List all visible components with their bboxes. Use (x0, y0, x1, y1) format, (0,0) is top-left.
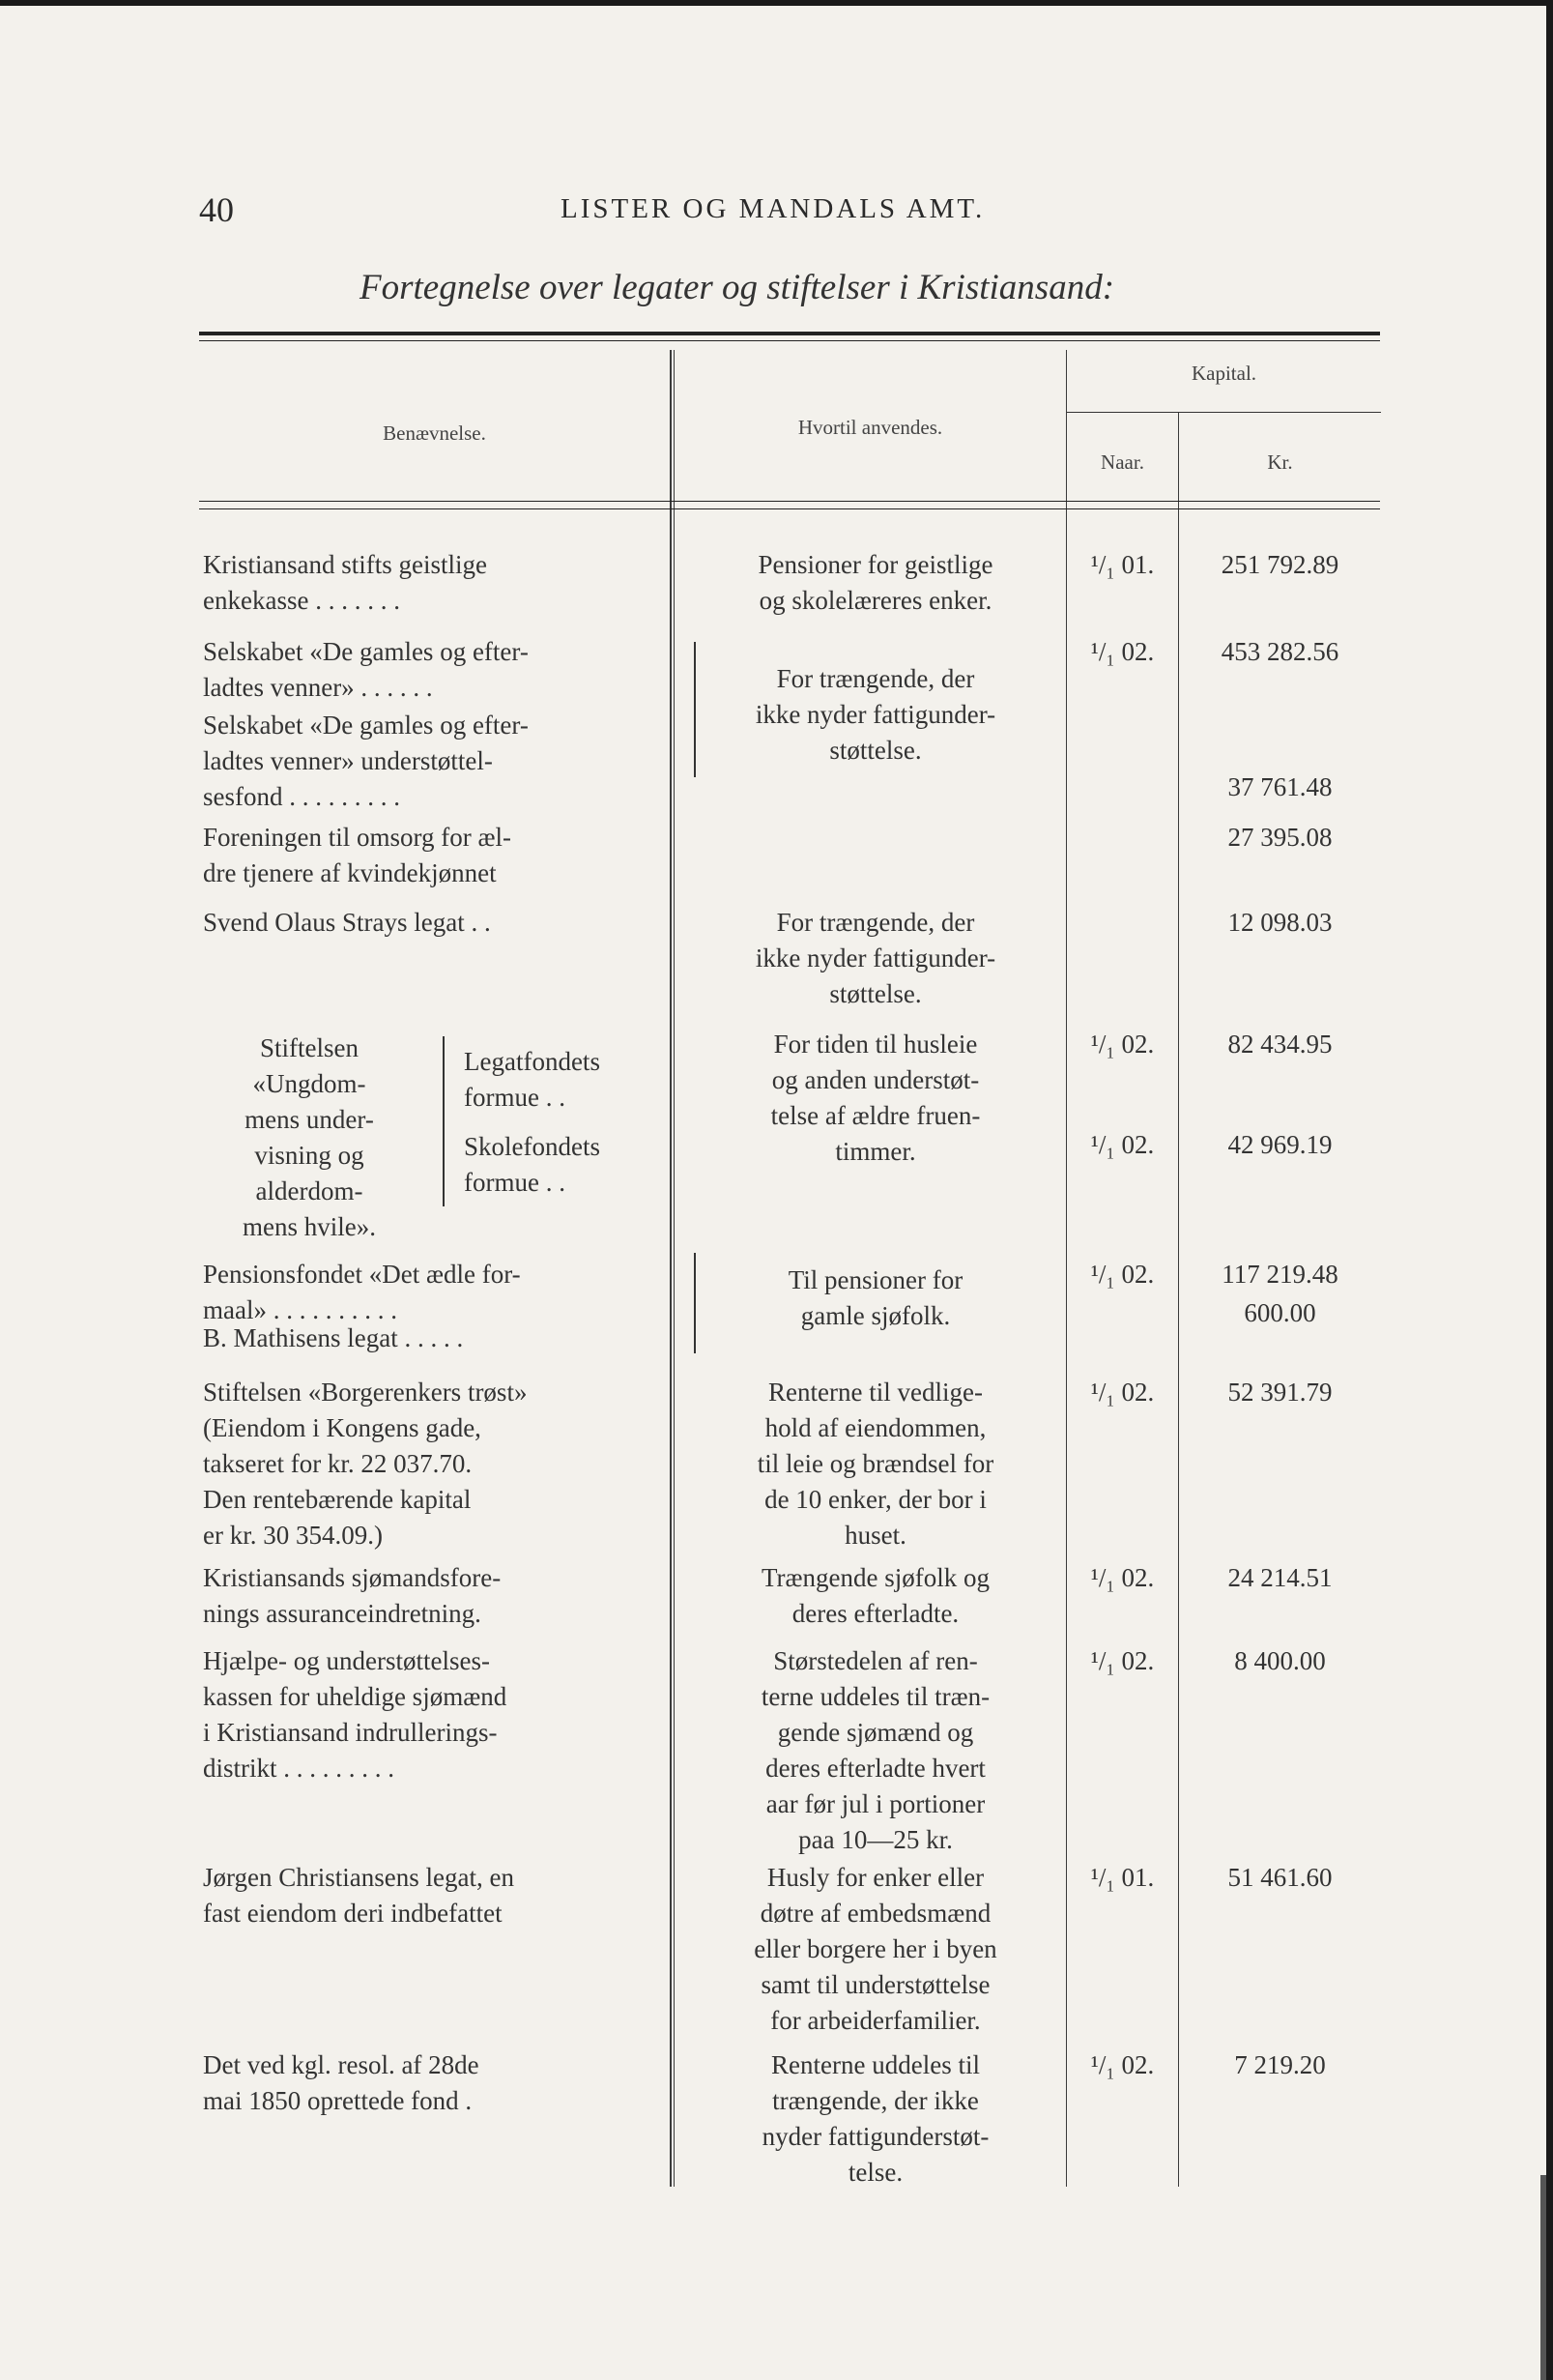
row-use-line: ikke nyder fattigunder- (755, 943, 996, 972)
header-rule-1 (199, 501, 1380, 502)
row-name-line: maal» . . . . . . . . . . (203, 1295, 397, 1324)
group-ungdom-sub2 (464, 1129, 667, 1201)
group-brace-sjofolk (688, 1253, 696, 1353)
row-when: ¹/₁ 02. (1090, 1260, 1155, 1289)
group-ungdom-use-line: For tiden til husleie (773, 1030, 978, 1059)
row-use-line: For trængende, der (776, 908, 975, 937)
group-brace-fattig (688, 642, 696, 777)
row-use-line: Pensioner for geistlige (758, 550, 993, 579)
title-rule-thin (199, 340, 1380, 341)
row-name-line: Jørgen Christiansens legat, en (203, 1863, 514, 1892)
row-kr: 8 400.00 (1234, 1646, 1326, 1675)
group-ungdom-use-line: telse af ældre fruen- (770, 1101, 981, 1130)
row-use-line: eller borgere her i byen (754, 1934, 997, 1963)
row-name-line: er kr. 30 354.09.) (203, 1521, 383, 1550)
scan-right-border (1546, 0, 1553, 2380)
row-kr: 117 219.48 (1222, 1260, 1338, 1289)
row-use (702, 905, 1050, 1012)
row-use-line: og skolelæreres enker. (759, 586, 992, 615)
header-name: Benævnelse. (383, 421, 486, 445)
row-name-line: Det ved kgl. resol. af 28de (203, 2050, 479, 2079)
row-use (702, 547, 1050, 619)
row-name (203, 1560, 657, 1632)
row-name-line: kassen for uheldige sjømænd (203, 1682, 507, 1711)
row-when: ¹/₁ 02. (1090, 1646, 1155, 1675)
row-kr: 51 461.60 (1227, 1863, 1333, 1892)
row-kr: 24 214.51 (1227, 1563, 1333, 1592)
running-head: LISTER OG MANDALS AMT. (561, 193, 986, 224)
row-name (203, 547, 657, 619)
header-use: Hvortil anvendes. (797, 416, 943, 439)
row-name-line: Selskabet «De gamles og efter- (203, 711, 529, 740)
row-name-line: Kristiansand stifts geistlige (203, 550, 487, 579)
row-use (702, 1560, 1050, 1632)
row-name-line: ladtes venner» understøttel- (203, 746, 493, 775)
group-ungdom-sub1-line: Legatfondets (464, 1047, 600, 1076)
row-name (203, 1321, 657, 1356)
row-name-line: Selskabet «De gamles og efter- (203, 637, 529, 666)
column-divider-name (670, 350, 672, 2187)
row-kr: 37 761.48 (1227, 772, 1333, 801)
group-ungdom-kr1: 82 434.95 (1227, 1030, 1333, 1059)
scan-top-border (0, 0, 1553, 6)
row-use-line: Renterne uddeles til (771, 2050, 980, 2079)
column-divider-name-2 (674, 350, 675, 2187)
group-brace-ungdom (433, 1036, 445, 1206)
row-name-line: Kristiansands sjømandsfore- (203, 1563, 502, 1592)
group-sjofolk-use (702, 1263, 1050, 1334)
row-when: ¹/₁ 02. (1090, 1378, 1155, 1407)
row-use-line: gende sjømænd og (777, 1718, 974, 1747)
page-number: 40 (199, 190, 234, 229)
row-name (203, 905, 657, 941)
group-ungdom-when2: ¹/₁ 02. (1090, 1130, 1155, 1159)
row-use-line: støttelse. (829, 979, 922, 1008)
row-use-line: huset. (845, 1521, 906, 1550)
capital-subheader-rule (1067, 412, 1381, 413)
row-name-line: mai 1850 oprettede fond . (203, 2086, 473, 2115)
row-when: ¹/₁ 01. (1090, 550, 1155, 579)
row-name (203, 634, 657, 706)
row-name (203, 1257, 657, 1328)
header-kr: Kr. (1267, 450, 1293, 474)
row-name-line: sesfond . . . . . . . . . (203, 782, 400, 811)
row-name-line: fast eiendom deri indbefattet (203, 1899, 503, 1928)
row-use-line: Trængende sjøfolk og (761, 1563, 990, 1592)
row-use-line: Størstedelen af ren- (773, 1646, 978, 1675)
group-ungdom-name-line: mens under- (244, 1105, 374, 1134)
group-ungdom-sub1 (464, 1044, 667, 1116)
row-use-line: terne uddeles til træn- (761, 1682, 991, 1711)
row-use-line: deres efterladte hvert (765, 1754, 986, 1783)
row-use-line: samt til understøttelse (761, 1970, 991, 1999)
row-name-line: Pensionsfondet «Det ædle for- (203, 1260, 521, 1289)
row-name-line: i Kristiansand indrullerings- (203, 1718, 498, 1747)
row-use-line: for arbeiderfamilier. (770, 2006, 981, 2035)
row-use-line: paa 10—25 kr. (798, 1825, 953, 1854)
row-name (203, 1643, 657, 1786)
row-use-line: hold af eiendommen, (764, 1413, 987, 1442)
row-use (702, 1643, 1050, 1858)
row-use-line: nyder fattigunderstøt- (762, 2122, 990, 2151)
group-ungdom-when1: ¹/₁ 02. (1090, 1030, 1155, 1059)
row-use (702, 1860, 1050, 2039)
row-name-line: dre tjenere af kvindekjønnet (203, 858, 497, 887)
row-when: ¹/₁ 02. (1090, 1563, 1155, 1592)
row-kr: 453 282.56 (1221, 637, 1339, 666)
row-name-line: nings assuranceindretning. (203, 1599, 481, 1628)
row-name-line: Svend Olaus Strays legat . . (203, 908, 491, 937)
row-when: ¹/₁ 02. (1090, 2050, 1155, 2079)
group-fattig-use (702, 661, 1050, 769)
row-use-line: døtre af embedsmænd (760, 1899, 992, 1928)
row-kr: 600.00 (1244, 1298, 1316, 1327)
group-ungdom-name-line: alderdom- (255, 1176, 363, 1205)
row-name-line: enkekasse . . . . . . . (203, 586, 400, 615)
row-name (203, 708, 657, 815)
group-ungdom-sub2-line: formue . . (464, 1168, 565, 1197)
row-name-line: takseret for kr. 22 037.70. (203, 1449, 473, 1478)
header-rule-2 (199, 508, 1380, 509)
header-when: Naar. (1101, 450, 1144, 474)
group-ungdom-use (702, 1027, 1050, 1170)
row-when: ¹/₁ 02. (1090, 637, 1155, 666)
group-ungdom-kr2: 42 969.19 (1227, 1130, 1333, 1159)
title-rule-thick (199, 332, 1380, 335)
row-when: ¹/₁ 01. (1090, 1863, 1155, 1892)
row-use-line: til leie og brændsel for (757, 1449, 994, 1478)
row-use (702, 2047, 1050, 2191)
row-name-line: Stiftelsen «Borgerenkers trøst» (203, 1378, 528, 1407)
row-name (203, 1375, 657, 1553)
row-kr: 52 391.79 (1227, 1378, 1333, 1407)
row-name-line: Den rentebærende kapital (203, 1485, 472, 1514)
group-fattig-use-line: støttelse. (829, 736, 922, 765)
row-kr: 7 219.20 (1234, 2050, 1326, 2079)
row-use-line: de 10 enker, der bor i (764, 1485, 987, 1514)
row-use (702, 1375, 1050, 1553)
group-ungdom-use-line: og anden understøt- (771, 1065, 980, 1094)
group-fattig-use-line: For trængende, der (776, 664, 975, 693)
row-name-line: Hjælpe- og understøttelses- (203, 1646, 490, 1675)
row-kr: 251 792.89 (1221, 550, 1339, 579)
row-use-line: trængende, der ikke (772, 2086, 979, 2115)
row-use-line: deres efterladte. (791, 1599, 960, 1628)
row-name-line: distrikt . . . . . . . . . (203, 1754, 395, 1783)
row-use-line: Husly for enker eller (766, 1863, 985, 1892)
row-kr: 27 395.08 (1227, 823, 1333, 852)
page-title: Fortegnelse over legater og stiftelser i Kristiansand: (359, 268, 1115, 307)
group-ungdom-use-line: timmer. (835, 1137, 916, 1166)
header-capital: Kapital. (1191, 362, 1257, 385)
row-kr: 12 098.03 (1227, 908, 1333, 937)
group-sjofolk-use-line: Til pensioner for (788, 1265, 963, 1294)
row-name-line: (Eiendom i Kongens gade, (203, 1413, 481, 1442)
row-name (203, 1860, 657, 1931)
row-name (203, 2047, 657, 2119)
group-ungdom-name-line: visning og (254, 1141, 364, 1170)
group-sjofolk-use-line: gamle sjøfolk. (800, 1301, 951, 1330)
row-name-line: Foreningen til omsorg for æl- (203, 823, 511, 852)
row-name-line: ladtes venner» . . . . . . (203, 673, 433, 702)
group-ungdom-sub1-line: formue . . (464, 1083, 565, 1112)
row-use-line: aar før jul i portioner (765, 1789, 986, 1818)
row-use-line: telse. (848, 2158, 904, 2187)
group-ungdom-name-line: «Ungdom- (252, 1069, 366, 1098)
row-use-line: Renterne til vedlige- (768, 1378, 983, 1407)
group-ungdom-name-line: Stiftelsen (260, 1033, 359, 1062)
group-ungdom-sub2-line: Skolefondets (464, 1132, 600, 1161)
row-name (203, 820, 657, 891)
row-name-line: B. Mathisens legat . . . . . (203, 1323, 464, 1352)
group-fattig-use-line: ikke nyder fattigunder- (755, 700, 996, 729)
group-ungdom-name (213, 1030, 406, 1245)
scan-right-shadow (1540, 2175, 1546, 2380)
group-ungdom-name-line: mens hvile». (243, 1212, 376, 1241)
